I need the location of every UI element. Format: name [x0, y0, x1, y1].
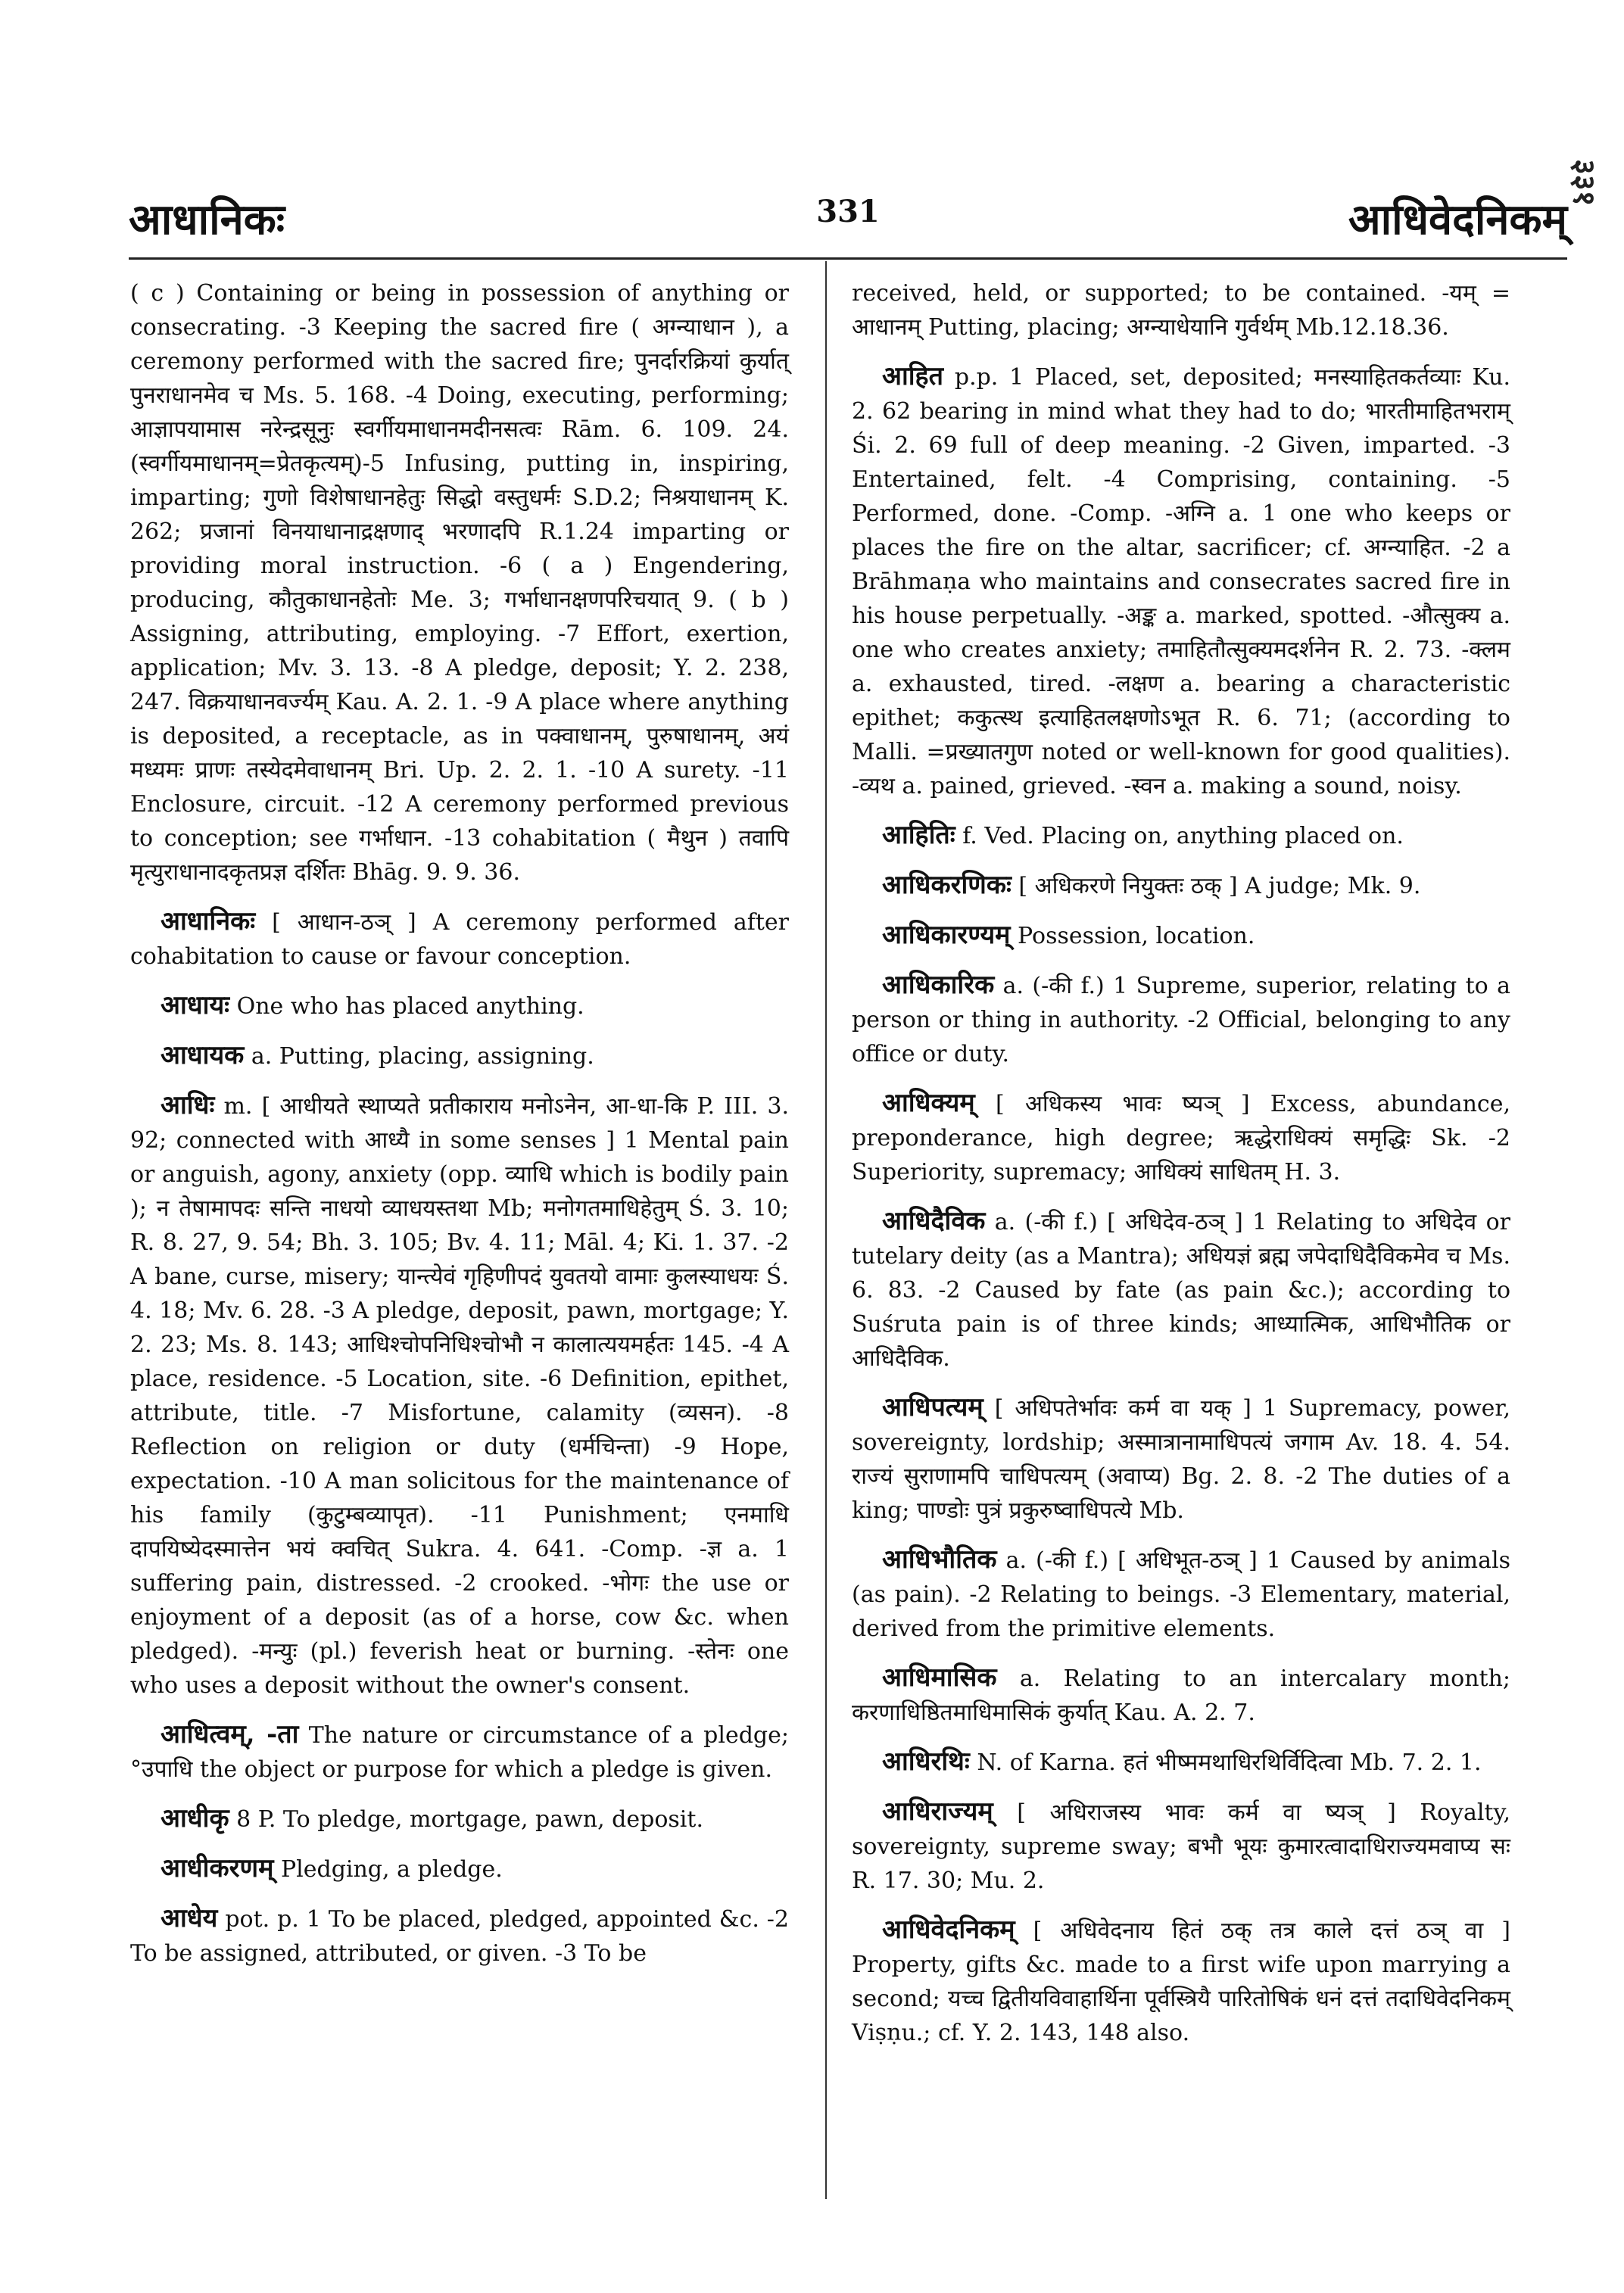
dictionary-entry	[130, 1852, 789, 1886]
side-page-mark: ३३१	[1566, 159, 1602, 207]
entry-definition: f. Ved. Placing on, anything placed on.	[962, 823, 1404, 849]
entry-definition: [ अधिकरणे नियुक्तः ठक् ] A judge; Mk. 9.	[1018, 873, 1421, 899]
dictionary-entry	[852, 1795, 1510, 1898]
entry-definition: One who has placed anything.	[236, 993, 584, 1020]
entry-headword: आधीकृ	[161, 1803, 229, 1833]
entry-definition: ( c ) Containing or being in possession of anything or consecrating. -3 Keeping the sacred fire ( अग्न्याधान ), a ceremony performed with the sacred fire; पुनर्दारक्रियां कुर्यात् पुनराधानमेव च Ms. 5. 168. -4 Doing, executing, performing; आज्ञापयामास नरेन्द्रसूनुः स्वर्गीयमाधानमदीनसत्वः Rām. 6. 109. 24. (स्वर्गीयमाधानम्=प्रेतकृत्यम्)-5 Infusing, putting in, inspiring, imparting; गुणो विशेषाधानहेतुः सिद्धो वस्तुधर्मः S.D.2; निश्रयाधानम् K. 262; प्रजानां विनयाधानाद्रक्षणाद् भरणादपि R.1.24 imparting or providing moral instruction. -6 ( a ) Engendering, producing, कौतुकाधानहेतोः Me. 3; गर्भाधानक्षणपरिचयात् 9. ( b ) Assigning, attributing, employing. -7 Effort, exertion, application; Mv. 3. 13. -8 A pledge, deposit; Y. 2. 238, 247. विक्रयाधानवर्ज्यम् Kau. A. 2. 1. -9 A place where anything is deposited, a receptacle, as in पक्वाधानम्, पुरुषाधानम्, अयं मध्यमः प्राणः तस्येदमेवाधानम् Bri. Up. 2. 2. 1. -10 A surety. -11 Enclosure, circuit. -12 A ceremony performed previous to conception; see गर्भाधान. -13 cohabitation ( मैथुन ) तवापि मृत्युराधानादकृतप्रज्ञ दर्शितः Bhāg. 9. 9. 36.	[130, 280, 789, 886]
entry-headword: आहितिः	[882, 820, 955, 850]
dictionary-entry	[852, 1204, 1510, 1375]
dictionary-entry	[130, 276, 789, 889]
page-number: 331	[816, 194, 880, 229]
entry-headword: आधिभौतिक	[882, 1544, 997, 1575]
entry-headword: आधानिकः	[161, 906, 256, 936]
entry-definition: a. Relating to an intercalary month; करणाधिष्ठितमाधिमासिकं कुर्यात् Kau. A. 2. 7.	[852, 1665, 1510, 1726]
entry-definition: The nature or circumstance of a pledge; °उपाधि the object or purpose for which a pledge is given.	[130, 1722, 789, 1783]
entry-headword: आधिः	[161, 1090, 215, 1120]
dictionary-entry	[130, 905, 789, 974]
dictionary-entry	[852, 968, 1510, 1071]
header-rule	[129, 257, 1567, 260]
entry-headword: आधेय	[161, 1903, 218, 1933]
dictionary-entry	[852, 1543, 1510, 1646]
entry-definition: Pledging, a pledge.	[280, 1856, 503, 1883]
entry-headword: आधिवेदनिकम्	[882, 1914, 1015, 1945]
dictionary-entry	[130, 1089, 789, 1703]
right-column	[852, 276, 1510, 2065]
dictionary-entry	[130, 1718, 789, 1787]
left-column	[130, 276, 789, 1986]
entry-headword: आधिरथिः	[882, 1746, 970, 1777]
entry-definition: a. (-की f.) 1 Supreme, superior, relating to a person or thing in authority. -2 Official, belonging to any office or duty.	[852, 973, 1510, 1067]
dictionary-entry	[852, 1391, 1510, 1528]
entry-definition: m. [ आधीयते स्थाप्यते प्रतीकाराय मनोऽनेन, आ-धा-कि P. III. 3. 92; connected with आध्यै in some senses ] 1 Mental pain or anguish, agony, anxiety (opp. व्याधि which is bodily pain ); न तेषामापदः सन्ति नाधयो व्याधयस्तथा Mb; मनोगतमाधिहेतुम् Ś. 3. 10; R. 8. 27, 9. 54; Bh. 3. 105; Bv. 4. 11; Māl. 4; Ki. 1. 37. -2 A bane, curse, misery; यान्त्येवं गृहिणीपदं युवतयो वामाः कुलस्याधयः Ś. 4. 18; Mv. 6. 28. -3 A pledge, deposit, pawn, mortgage; Y. 2. 23; Ms. 8. 143; आधिश्चोपनिधिश्चोभौ न कालात्ययमर्हतः 145. -4 A place, residence. -5 Location, site. -6 Definition, epithet, attribute, title. -7 Misfortune, calamity (व्यसन). -8 Reflection on religion or duty (धर्मचिन्ता) -9 Hope, expectation. -10 A man solicitous for the maintenance of his family (कुटुम्बव्यापृत). -11 Punishment; एनमाधि दापयिष्येदस्मात्तेन भयं क्वचित् Sukra. 4. 641. -Comp. -ज्ञ a. 1 suffering pain, distressed. -2 crooked. -भोगः the use or enjoyment of a deposit (as of a horse, cow &c. when pledged). -मन्युः (pl.) feverish heat or burning. -स्तेनः one who uses a deposit without the owner's consent.	[130, 1093, 789, 1699]
entry-definition: [ आधान-ठञ् ] A ceremony performed after cohabitation to cause or favour conception.	[130, 909, 789, 970]
dictionary-entry	[852, 918, 1510, 953]
entry-headword: आधिराज्यम्	[882, 1796, 993, 1827]
dictionary-entry	[130, 1039, 789, 1073]
entry-definition: a. (-की f.) [ अधिभूत-ठञ् ] 1 Caused by animals (as pain). -2 Relating to beings. -3 Elementary, material, derived from the primitive elements.	[852, 1547, 1510, 1642]
entry-definition: received, held, or supported; to be contained. -यम् = आधानम् Putting, placing; अग्न्याधेयानि गुर्वर्थम् Mb.12.18.36.	[852, 280, 1510, 341]
entry-headword: आधिकरणिकः	[882, 870, 1011, 900]
dictionary-entry	[130, 1802, 789, 1837]
entry-headword: आधिक्यम्	[882, 1088, 975, 1118]
entry-definition: a. (-की f.) [ अधिदेव-ठञ् ] 1 Relating to अधिदेव or tutelary deity (as a Mantra); अधियज्ञं ब्रह्म जपेदाधिदैविकमेव च Ms. 6. 83. -2 Caused by fate (as pain &c.); according to Suśruta pain is of three kinds; आध्यात्मिक, आधिभौतिक or आधिदैविक.	[852, 1209, 1510, 1372]
entry-headword: आधिकारिक	[882, 970, 995, 1000]
entry-definition: pot. p. 1 To be placed, pledged, appointed &c. -2 To be assigned, attributed, or given. -3 To be	[130, 1906, 789, 1967]
dictionary-entry	[852, 868, 1510, 903]
entry-headword: आधिपत्यम्	[882, 1392, 983, 1422]
dictionary-entry	[852, 1661, 1510, 1730]
column-divider	[825, 261, 827, 2199]
entry-headword: आधिमासिक	[882, 1662, 997, 1693]
dictionary-entry	[852, 360, 1510, 803]
entry-definition: [ अधिकस्य भावः ष्यञ् ] Excess, abundance, preponderance, high degree; ऋद्धेराधिक्यं समृद्धिः Sk. -2 Superiority, supremacy; आधिक्यं साधितम् H. 3.	[852, 1091, 1510, 1185]
entry-definition: p.p. 1 Placed, set, deposited; मनस्याहितकर्तव्याः Ku. 2. 62 bearing in mind what they had to do; भारतीमाहितभराम् Śi. 2. 69 full of deep meaning. -2 Given, imparted. -3 Entertained, felt. -4 Comprising, containing. -5 Performed, done. -Comp. -अग्नि a. 1 one who keeps or places the fire on the altar, sacrificer; cf. अग्न्याहित. -2 a Brāhmaṇa who maintains and consecrates sacred fire in his house perpetually. -अङ्क a. marked, spotted. -औत्सुक्य a. one who creates anxiety; तमाहितौत्सुक्यमदर्शनेन R. 2. 73. -क्लम a. exhausted, tired. -लक्षण a. bearing a characteristic epithet; ककुत्स्थ इत्याहितलक्षणोऽभूत R. 6. 71; (according to Malli. =प्रख्यातगुण noted or well-known for good qualities). -व्यथ a. pained, grieved. -स्वन a. making a sound, noisy.	[852, 364, 1510, 799]
header-left-guideword: आधानिकः	[129, 195, 285, 245]
entry-definition: [ अधिपतेर्भावः कर्म वा यक् ] 1 Supremacy, power, sovereignty, lordship; अस्मात्रानामाधिपत्यं जगाम Av. 18. 4. 54. राज्यं सुराणामपि चाधिपत्यम् (अवाप्य) Bg. 2. 8. -2 The duties of a king; पाण्डोः पुत्रं प्रकुरुष्वाधिपत्ये Mb.	[852, 1395, 1510, 1524]
page-header	[129, 189, 1567, 250]
entry-headword: आहित	[882, 361, 943, 391]
entry-headword: आधायक	[161, 1040, 245, 1070]
dictionary-entry	[130, 1902, 789, 1971]
dictionary-entry	[130, 989, 789, 1023]
entry-headword: आधित्वम्, -ता	[161, 1719, 299, 1749]
entry-definition: 8 P. To pledge, mortgage, pawn, deposit.	[236, 1806, 703, 1833]
header-right-guideword: आधिवेदनिकम्	[1348, 195, 1567, 245]
dictionary-entry	[852, 1913, 1510, 2050]
entry-headword: आधीकरणम्	[161, 1853, 274, 1883]
dictionary-entry	[852, 1086, 1510, 1189]
entry-definition: Possession, location.	[1018, 923, 1255, 949]
entry-definition: [ अधिवेदनाय हितं ठक् तत्र काले दत्तं ठञ् वा ] Property, gifts &c. made to a first wife upon marrying a second; यच्च द्वितीयविवाहार्थिना पूर्वस्त्रियै पारितोषिकं धनं दत्तं तदाधिवेदनिकम् Viṣṇu.; cf. Y. 2. 143, 148 also.	[852, 1918, 1510, 2046]
entry-definition: [ अधिराजस्य भावः कर्म वा ष्यञ् ] Royalty, sovereignty, supreme sway; बभौ भूयः कुमारत्वादाधिराज्यमवाप्य सः R. 17. 30; Mu. 2.	[852, 1799, 1510, 1894]
entry-headword: आधायः	[161, 990, 230, 1020]
entry-headword: आधिकारण्यम्	[882, 920, 1011, 950]
entry-definition: N. of Karna. हतं भीष्ममथाधिरथिर्विदित्वा Mb. 7. 2. 1.	[977, 1749, 1482, 1776]
dictionary-entry	[852, 818, 1510, 853]
dictionary-entry	[852, 276, 1510, 344]
dictionary-entry	[852, 1745, 1510, 1780]
entry-definition: a. Putting, placing, assigning.	[251, 1043, 594, 1070]
entry-headword: आधिदैविक	[882, 1206, 986, 1236]
